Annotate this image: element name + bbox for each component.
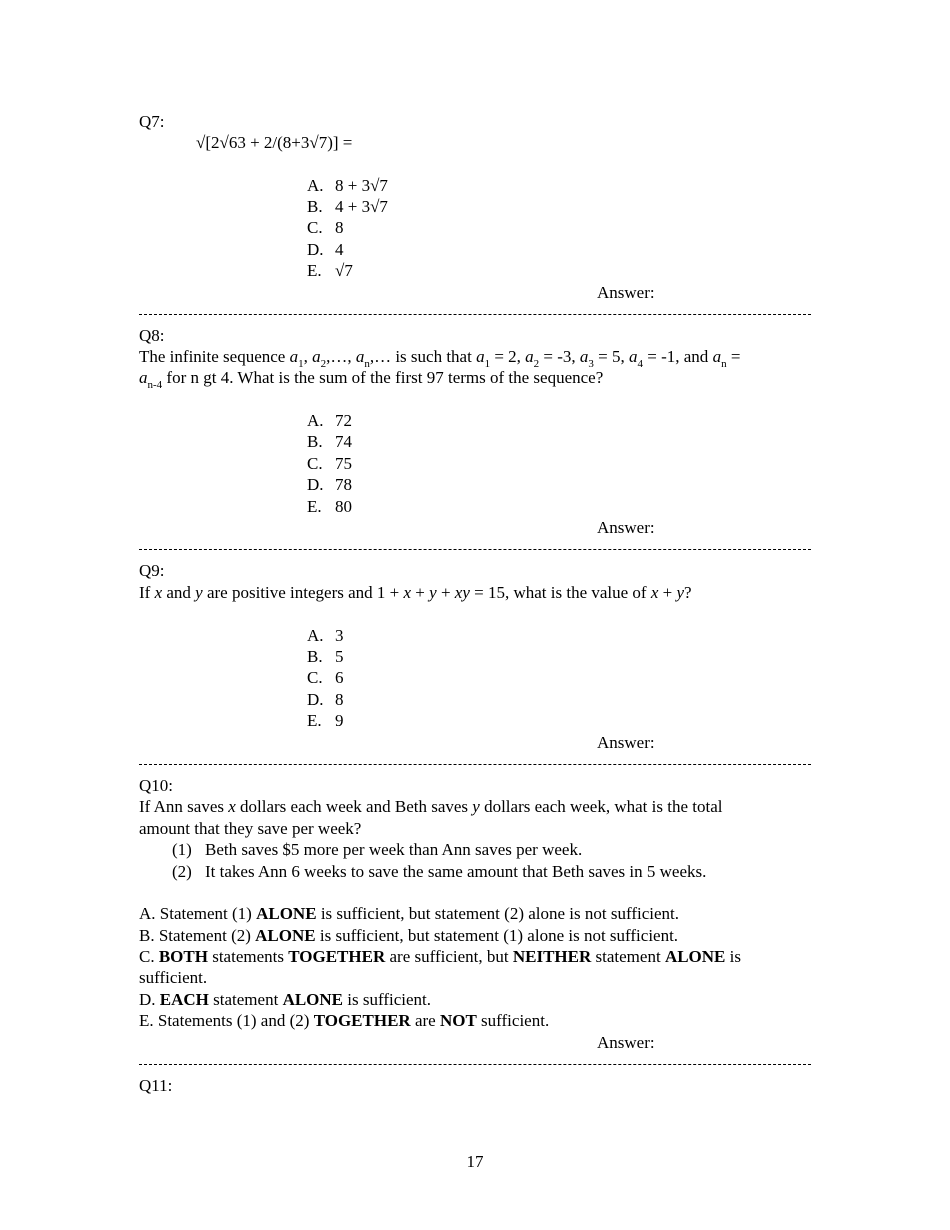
q8-answer-label: Answer: (597, 518, 655, 537)
q10-statement-2: (2) It takes Ann 6 weeks to save the same amount that Beth saves in 5 weeks. (172, 862, 707, 881)
q10-answer-label: Answer: (597, 1033, 655, 1052)
q9-question: If x and y are positive integers and 1 + x + y + xy = 15, what is the value of x + y? (139, 583, 692, 602)
q8-option-d: D. 78 (307, 475, 352, 494)
q10-label: Q10: (139, 776, 173, 795)
q7-answer-label: Answer: (597, 283, 655, 302)
q8-option-c: C. 75 (307, 454, 352, 473)
q8-label: Q8: (139, 326, 165, 345)
separator-line (139, 764, 811, 765)
q10-statement-1: (1) Beth saves $5 more per week than Ann saves per week. (172, 840, 583, 859)
q10-choice-c-continued: sufficient. (139, 968, 208, 987)
q7-expression: √[2√63 + 2/(8+3√7)] = (196, 133, 353, 152)
q7-option-c: C. 8 (307, 218, 344, 237)
q9-option-c: C. 6 (307, 668, 344, 687)
q8-question-line2: $a_{n-4}$ for n gt 4. What is the sum of the first 97 terms of the sequence? (139, 368, 604, 391)
q8-option-e: E. 80 (307, 497, 352, 516)
q9-option-a: A. 3 (307, 626, 344, 645)
q7-option-e: E. √7 (307, 261, 353, 280)
separator-line (139, 1064, 811, 1065)
q8-option-b: B. 74 (307, 432, 352, 451)
q7-option-a: A. 8 + 3√7 (307, 176, 388, 195)
q10-choice-d: D. EACH statement ALONE is sufficient. (139, 990, 432, 1009)
separator-line (139, 314, 811, 315)
q9-label: Q9: (139, 561, 165, 580)
page-number: 17 (466, 1152, 484, 1171)
separator-line (139, 549, 811, 550)
q10-choice-c: C. BOTH statements TOGETHER are sufficient, but NEITHER statement ALONE is (139, 947, 741, 966)
q9-option-e: E. 9 (307, 711, 344, 730)
q10-question-line1: If Ann saves x dollars each week and Beth saves y dollars each week, what is the total (139, 797, 723, 816)
q8-option-a: A. 72 (307, 411, 352, 430)
q10-choice-b: B. Statement (2) ALONE is sufficient, but statement (1) alone is not sufficient. (139, 926, 679, 945)
q11-label: Q11: (139, 1076, 173, 1095)
q7-option-b: B. 4 + 3√7 (307, 197, 388, 216)
q9-option-b: B. 5 (307, 647, 344, 666)
q9-option-d: D. 8 (307, 690, 344, 709)
q7-label: Q7: (139, 112, 165, 131)
q7-option-d: D. 4 (307, 240, 344, 259)
q9-answer-label: Answer: (597, 733, 655, 752)
q10-choice-e: E. Statements (1) and (2) TOGETHER are NOT sufficient. (139, 1011, 550, 1030)
q8-question-line1: The infinite sequence $a_1$, $a_2,\dots$, $a_n,\dots$ is such that $a_1 = 2$, $a_2 = -3$, $a_3 = 5$, $a_4 = -1$, and $a_n$ = (139, 347, 741, 370)
q10-choice-a: A. Statement (1) ALONE is sufficient, but statement (2) alone is not sufficient. (139, 904, 679, 923)
q10-question-line2: amount that they save per week? (139, 819, 362, 838)
